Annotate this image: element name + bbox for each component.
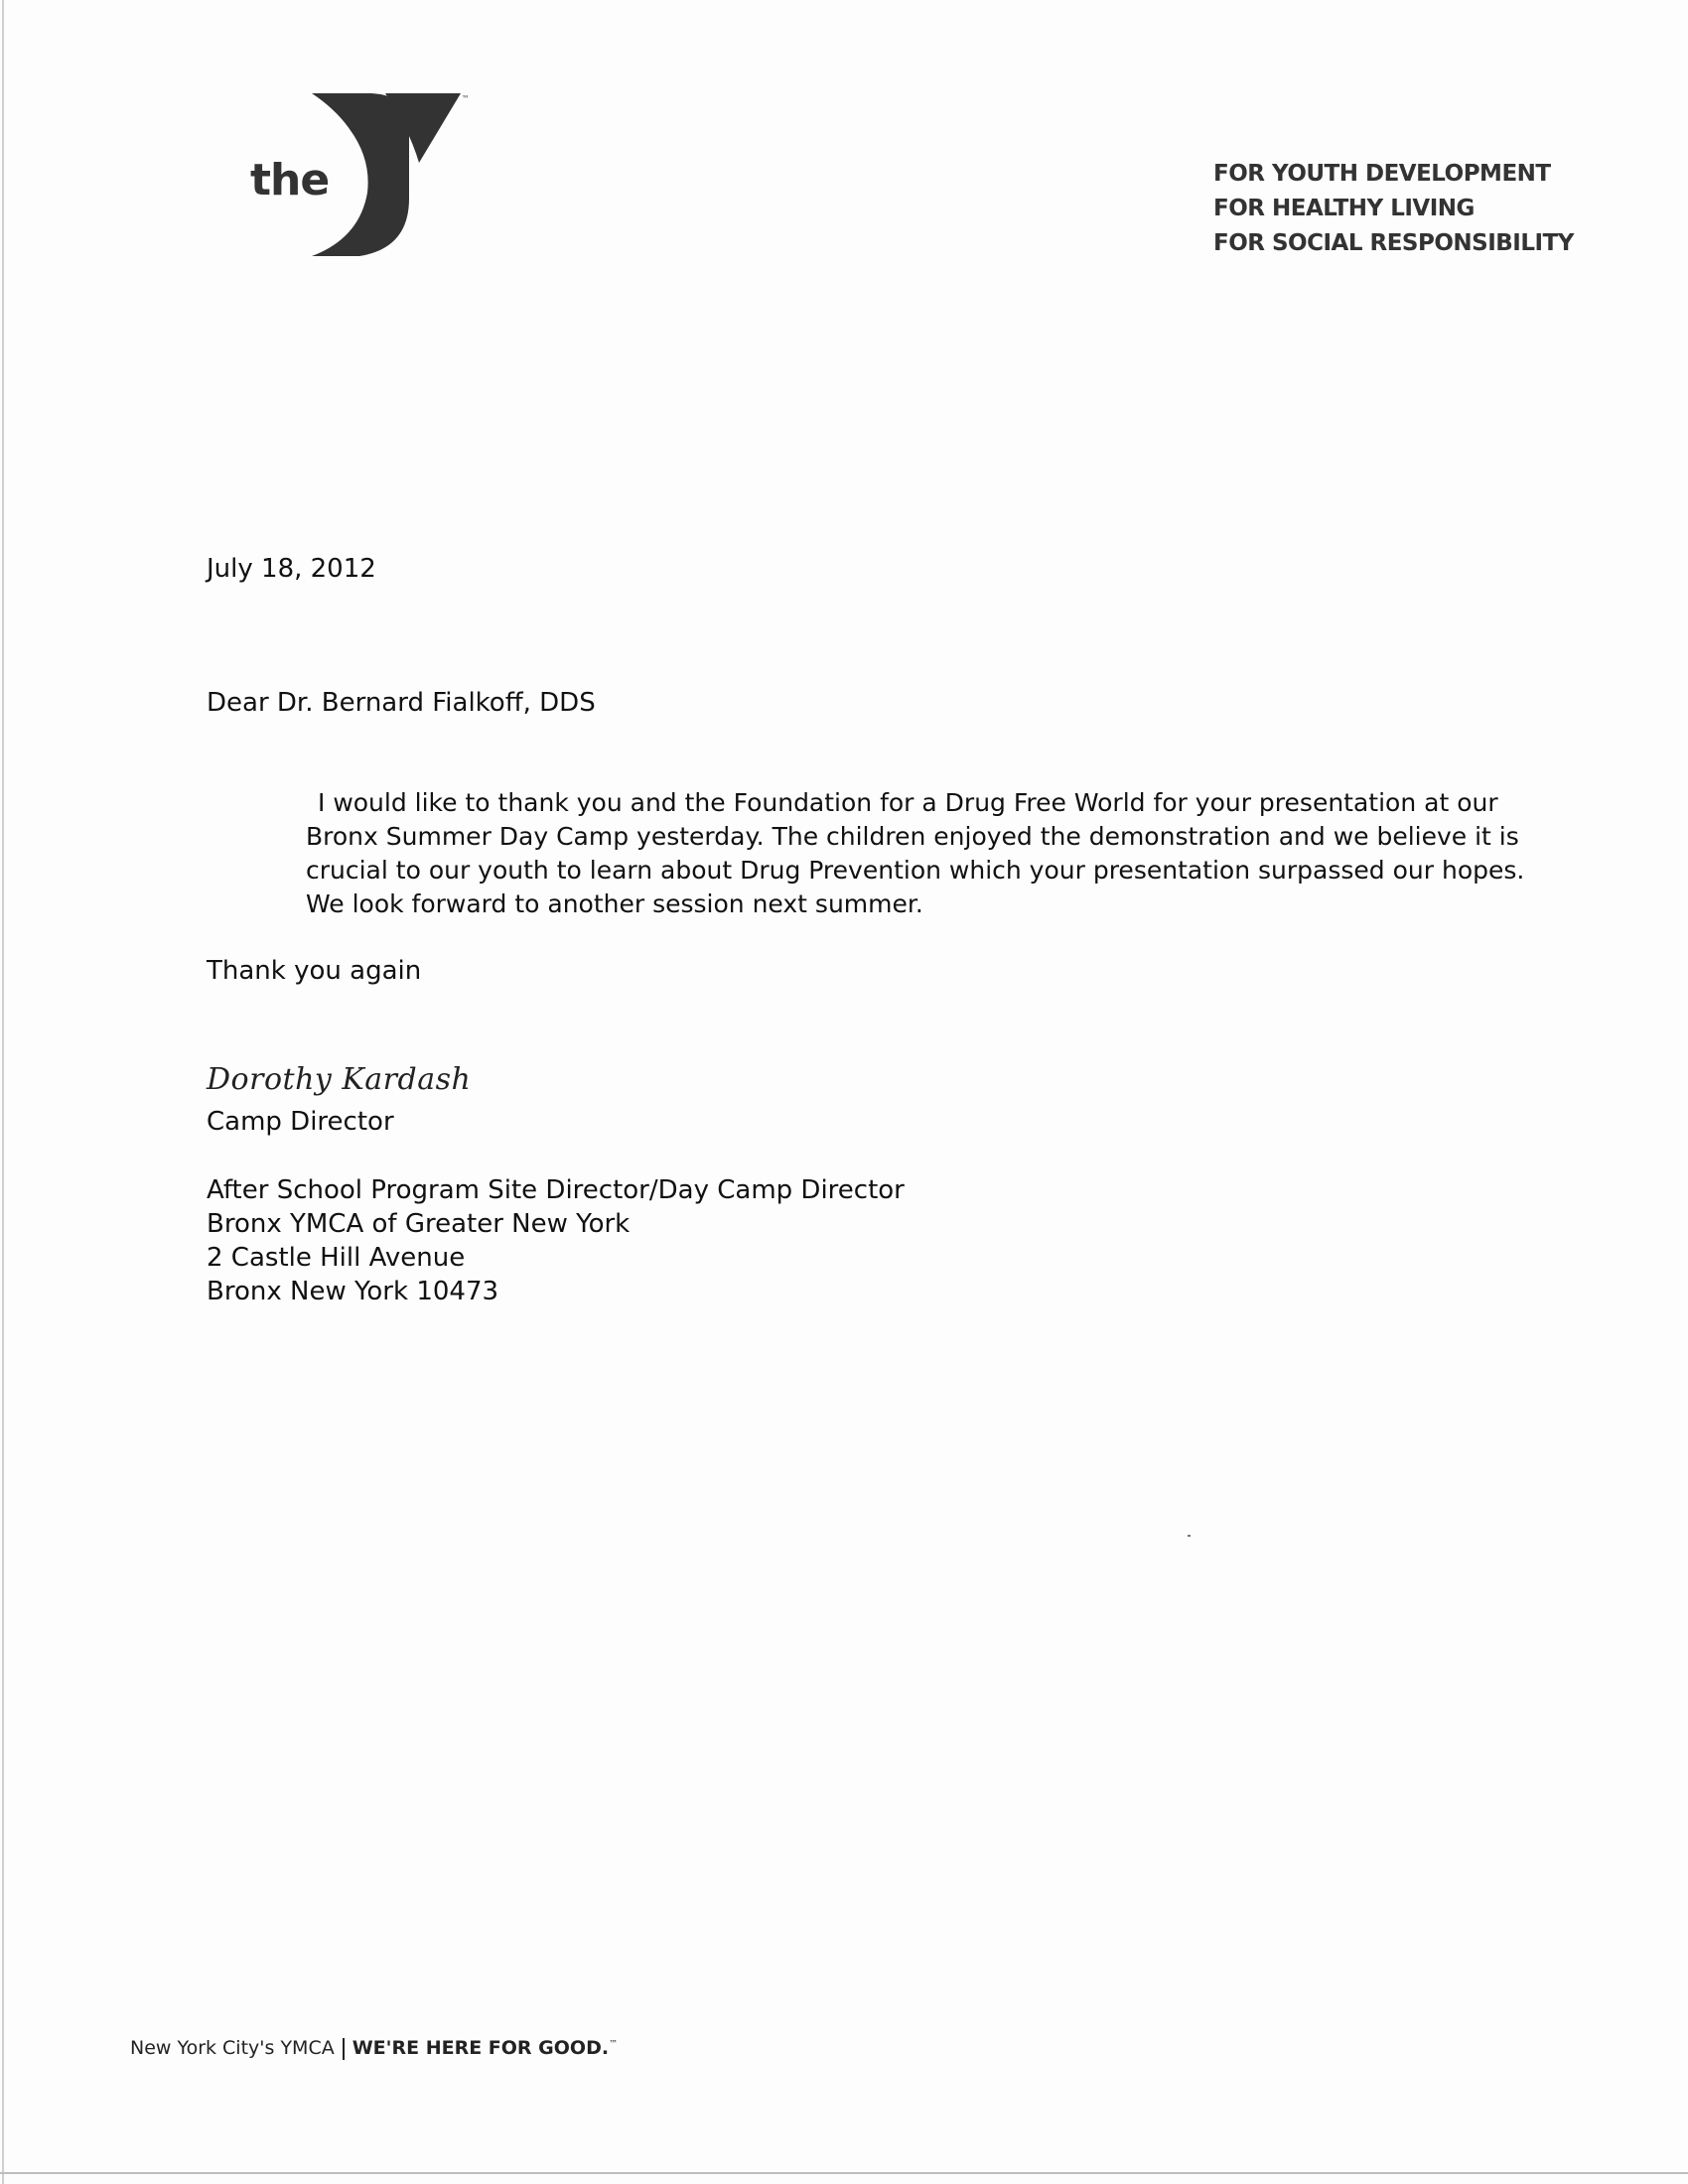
- footer-divider: [343, 2038, 345, 2060]
- letter-body: [306, 786, 1524, 921]
- footer-slogan: WE'RE HERE FOR GOOD.: [352, 2037, 610, 2059]
- tagline: [1213, 157, 1574, 261]
- letter-closing: Thank you again: [207, 956, 422, 986]
- y-mark-icon: [250, 89, 479, 268]
- address-line: Bronx New York 10473: [207, 1277, 499, 1306]
- letter-date: July 18, 2012: [207, 554, 376, 584]
- address-line: 2 Castle Hill Avenue: [207, 1243, 466, 1273]
- signer-address: [207, 1173, 905, 1308]
- footer-org: New York City's YMCA: [130, 2037, 335, 2059]
- logo-trademark: ™: [462, 94, 470, 103]
- handwritten-signature: Dorothy Kardash: [207, 1062, 472, 1097]
- body-line: crucial to our youth to learn about Drug Prevention which your presentation surpassed our hopes.: [306, 856, 1525, 885]
- letter-salutation: Dear Dr. Bernard Fialkoff, DDS: [207, 688, 596, 718]
- address-line: After School Program Site Director/Day Camp Director: [207, 1175, 905, 1205]
- footer-trademark: ™: [609, 2039, 619, 2050]
- body-line: I would like to thank you and the Foundation for a Drug Free World for your presentation at our: [318, 788, 1498, 817]
- ymca-logo: [250, 89, 479, 268]
- tagline-line: FOR SOCIAL RESPONSIBILITY: [1213, 230, 1574, 256]
- address-line: Bronx YMCA of Greater New York: [207, 1209, 631, 1239]
- logo-vertical-text: YMCA: [374, 196, 401, 230]
- tagline-line: FOR YOUTH DEVELOPMENT: [1213, 161, 1551, 187]
- scan-edge: [2, 0, 4, 2184]
- body-line: Bronx Summer Day Camp yesterday. The children enjoyed the demonstration and we believe it is: [306, 822, 1519, 851]
- scan-edge: [0, 2172, 1688, 2174]
- footer: [130, 2037, 618, 2060]
- body-line: We look forward to another session next summer.: [306, 889, 923, 918]
- signer-title: Camp Director: [207, 1107, 394, 1137]
- logo-word: the: [250, 155, 330, 205]
- scan-speck: [1188, 1535, 1191, 1537]
- tagline-line: FOR HEALTHY LIVING: [1213, 196, 1475, 221]
